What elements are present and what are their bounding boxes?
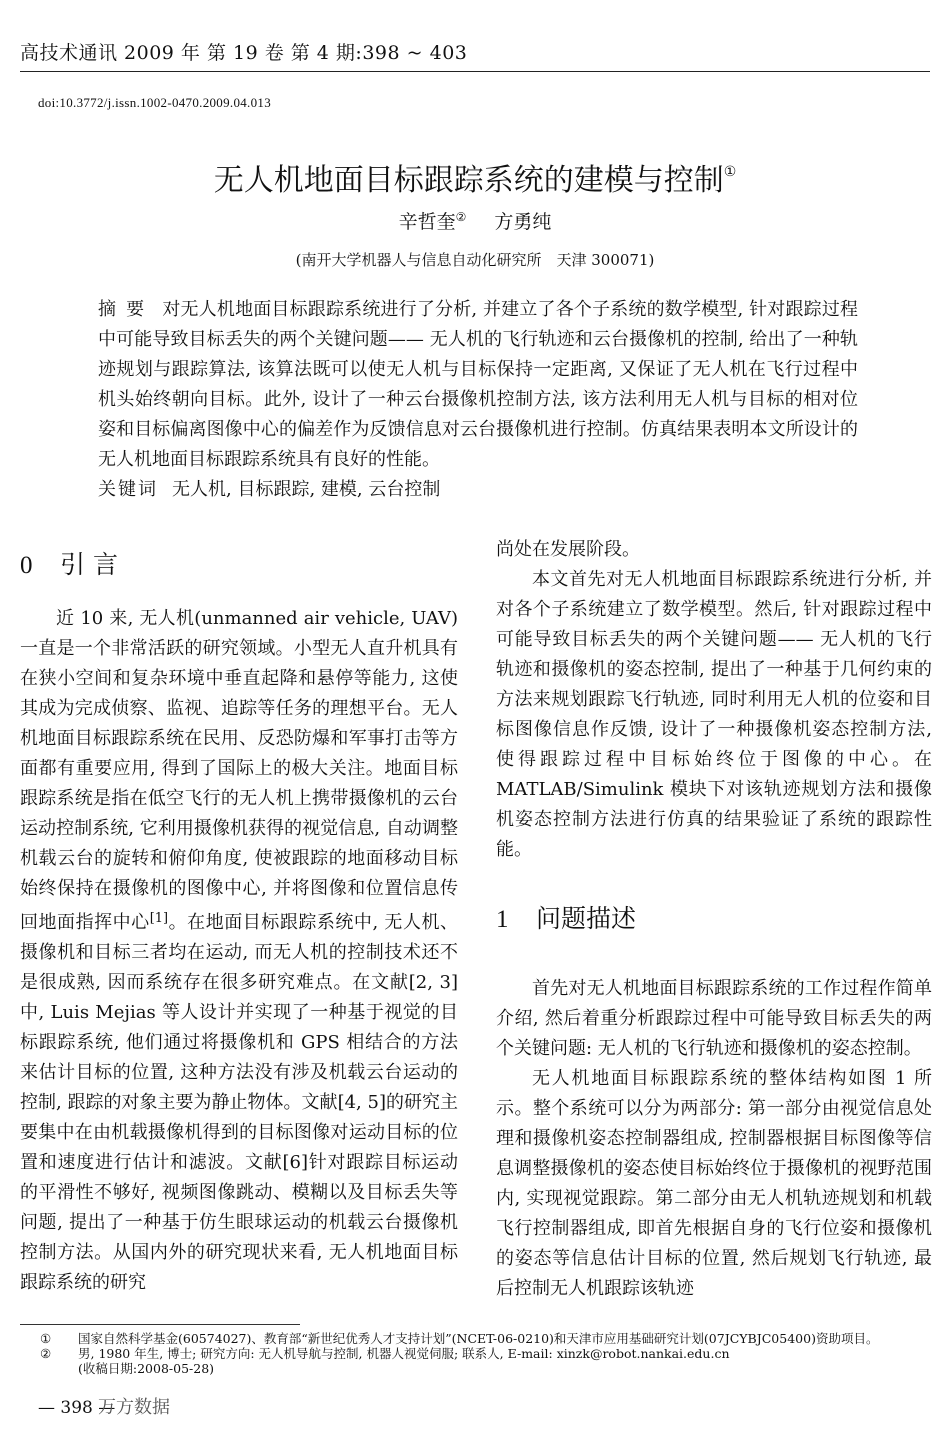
author-footnote-mark: ② [455,210,467,224]
title-text: 无人机地面目标跟踪系统的建模与控制 [213,163,724,198]
right-column [496,535,932,1304]
page-number: — 398 — [38,1398,116,1418]
abstract-text: 对无人机地面目标跟踪系统进行了分析, 并建立了各个子系统的数学模型, 针对跟踪过程中可能导致目标丢失的两个关键问题—— 无人机的飞行轨迹和云台摄像机的控制, 给出了一种轨迹规划与跟踪算法, 该算法既可以使无人机与目标保持一定距离, 又保证了无人机在飞行过程中机头始终朝向目标。此外, 设计了一种云台摄像机控制方法, 该方法利用无人机与目标的相对位姿和目标偏离图像中心的偏差作为反馈信息对云台摄像机进行控制。仿真结果表明本文所设计的无人机地面目标跟踪系统具有良好的性能。 [98,299,858,470]
section-number: 1 [496,906,509,933]
watermark: 万方数据 [98,1397,170,1418]
keywords-line [98,475,858,505]
body-paragraph [20,604,458,1298]
footnote-text: 男, 1980 年生, 博士; 研究方向: 无人机导航与控制, 机器人视觉伺服; 联系人, E-mail: xinzk@robot.nankai.edu.cn [78,1346,730,1361]
left-column [20,535,458,1298]
keywords-label: 关键词 [98,479,158,500]
footnote-rule [20,1324,300,1325]
body-paragraph: 本文首先对无人机地面目标跟踪系统进行分析, 并对各个子系统建立了数学模型。然后, 针对跟踪过程中可能导致目标丢失的两个关键问题—— 无人机的飞行轨迹和摄像机的姿态控制, 提出了一种基于几何约束的方法来规划跟踪飞行轨迹, 同时利用无人机的位姿和目标图像信息作反馈, 设计了一种摄像机姿态控制方法, 使得跟踪过程中目标始终位于图像的中心。在 MATLAB/Simulink 模块下对该轨迹规划方法和摄像机姿态控制方法进行仿真的结果验证了系统的跟踪性能。 [496,569,932,860]
paragraph-text: 。在地面目标跟踪系统中, 无人机、摄像机和目标三者均在运动, 而无人机的控制技术还不是很成熟, 因而系统存在很多研究难点。在文献[2, 3]中, Luis Mejias 等人设计并实现了一种基于视觉的目标跟踪系统, 他们通过将摄像机和 GPS 相结合的方法来估计目标的位置, 这种方法没有涉及机载云台运动的控制, 跟踪的对象主要为静止物体。文献[4, 5]的研究主要集中在由机载摄像机得到的目标图像对运动目标的位置和速度进行估计和滤波。文献[6]针对跟踪目标运动的平滑性不够好, 视频图像跳动、模糊以及目标丢失等问题, 提出了一种基于仿生眼球运动的机载云台摄像机控制方法。从国内外的研究现状来看, 无人机地面目标跟踪系统的研究 [20,912,459,1293]
citation-ref: [1] [149,911,169,926]
section-heading [496,899,932,940]
section-number: 0 [20,552,33,579]
body-paragraph: 无人机地面目标跟踪系统的整体结构如图 1 所示。整个系统可以分为两部分: 第一部分由视觉信息处理和摄像机姿态控制器组成, 控制器根据目标图像等信息调整摄像机的姿态使目标始终位于摄像机的视野范围内, 实现视觉跟踪。第二部分由无人机轨迹规划和机载飞行控制器组成, 即首先根据自身的飞行位姿和摄像机的姿态等信息估计目标的位置, 然后规划飞行轨迹, 最后控制无人机跟踪该轨迹 [496,1068,932,1299]
section-title: 问题描述 [536,904,637,933]
doi: doi:10.3772/j.issn.1002-0470.2009.04.013 [38,95,272,110]
footnote [40,1331,935,1346]
abstract-block [98,295,858,505]
body-paragraph-continued: 尚处在发展阶段。 [496,539,640,560]
footnote-mark: ② [40,1346,52,1361]
footnote-text: 国家自然科学基金(60574027)、教育部“新世纪优秀人才支持计划”(NCET-06-0210)和天津市应用基础研究计划(07JCYBJC05400)资助项目。 [78,1331,879,1346]
paragraph-text: 近 10 来, 无人机(unmanned air vehicle, UAV)一直是一个非常活跃的研究领域。小型无人直升机具有在狭小空间和复杂环境中垂直起降和悬停等能力, 这使其成为完成侦察、监视、追踪等任务的理想平台。无人机地面目标跟踪系统在民用、反恐防爆和军事打击等方面都有重要应用, 得到了国际上的极大关注。地面目标跟踪系统是指在低空飞行的无人机上携带摄像机的云台运动控制系统, 它利用摄像机获得的视觉信息, 自动调整机载云台的旋转和俯仰角度, 使被跟踪的地面移动目标始终保持在摄像机的图像中心, 并将图像和位置信息传回地面指挥中心 [20,608,458,933]
body-paragraph: 首先对无人机地面目标跟踪系统的工作过程作简单介绍, 然后着重分析跟踪过程中可能导致目标丢失的两个关键问题: 无人机的飞行轨迹和摄像机的姿态控制。 [496,978,932,1059]
section-heading [20,545,458,586]
received-date-text: (收稿日期:2008-05-28) [78,1361,215,1376]
keywords-text: 无人机, 目标跟踪, 建模, 云台控制 [172,479,441,500]
author-name: 方勇纯 [494,211,552,233]
affiliation: (南开大学机器人与信息自动化研究所 天津 300071) [295,251,655,269]
footnotes [40,1331,935,1376]
author-list [0,207,950,234]
abstract-label: 摘要 [98,299,155,320]
received-date [40,1361,935,1376]
footnote [40,1346,935,1361]
paper-title [0,155,950,199]
running-head: 高技术通讯 2009 年 第 19 卷 第 4 期:398 ~ 403 [20,42,468,64]
abstract-paragraph [98,295,858,475]
section-title: 引 言 [60,550,118,579]
title-footnote-mark: ① [723,164,737,180]
header-rule [20,71,930,72]
author-name: 辛哲奎 [398,211,456,233]
footnote-mark: ① [40,1331,52,1346]
